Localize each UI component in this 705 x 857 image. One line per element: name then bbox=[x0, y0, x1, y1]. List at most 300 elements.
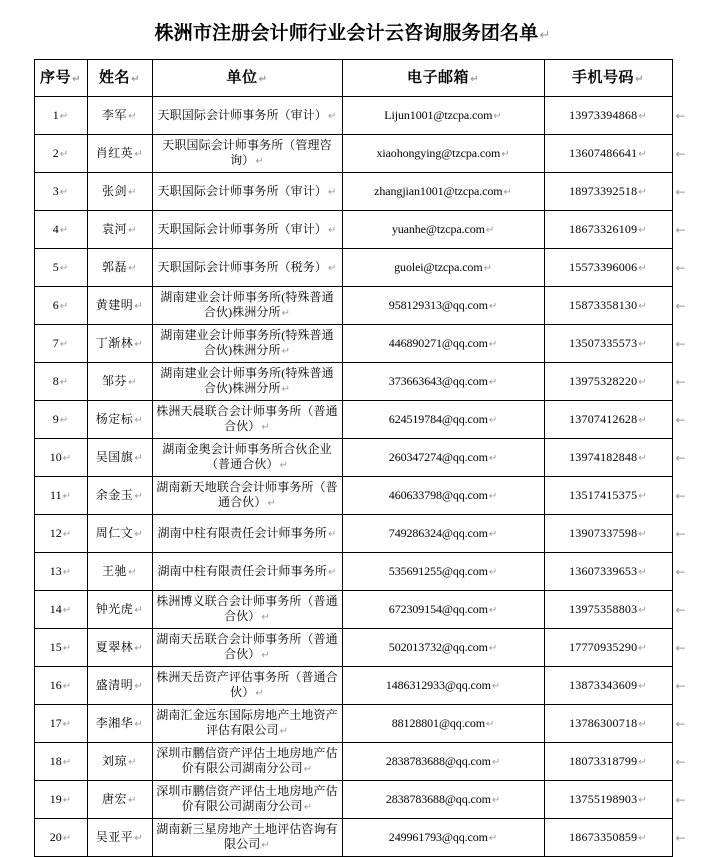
cell-name-text: 盛清明 bbox=[95, 677, 134, 692]
cell-email bbox=[342, 553, 544, 591]
cell-phone bbox=[544, 743, 672, 781]
cell-name-text: 郭磊 bbox=[102, 259, 128, 274]
cell-email bbox=[342, 173, 544, 211]
cell-index-text: 7 bbox=[52, 335, 59, 350]
cell-mark-icon: ↵ bbox=[134, 604, 144, 616]
row-end-mark-icon: ← bbox=[675, 792, 686, 807]
cell-phone bbox=[544, 781, 672, 819]
row-end-mark-icon: ← bbox=[675, 830, 686, 845]
cell-unit bbox=[152, 781, 342, 819]
cell-phone bbox=[544, 705, 672, 743]
row-end-mark-icon: ← bbox=[675, 602, 686, 617]
cell-unit bbox=[152, 249, 342, 287]
cell-index-text: 9 bbox=[52, 411, 59, 426]
cell-email-text: 460633798@qq.com bbox=[388, 487, 488, 502]
cell-unit-text: 湖南金奥会计师事务所合伙企业（普通合伙） bbox=[162, 442, 332, 472]
cell-mark-icon: ↵ bbox=[255, 156, 264, 168]
roster-table bbox=[34, 59, 673, 857]
cell-unit bbox=[152, 515, 342, 553]
table-row bbox=[34, 819, 672, 857]
table-row bbox=[34, 515, 672, 553]
cell-name bbox=[87, 363, 152, 401]
cell-phone bbox=[544, 629, 672, 667]
cell-phone bbox=[544, 249, 672, 287]
cell-email-text: 749286324@qq.com bbox=[388, 525, 488, 540]
cell-mark-icon: ↵ bbox=[267, 498, 276, 510]
cell-name-text: 刘琼 bbox=[102, 753, 128, 768]
cell-index-text: 20 bbox=[49, 829, 62, 844]
cell-name-text: 吴亚平 bbox=[95, 829, 134, 844]
cell-unit bbox=[152, 135, 342, 173]
cell-unit-text: 株洲天晨联合会计师事务所（普通合伙） bbox=[156, 404, 338, 434]
cell-email-text: 672309154@qq.com bbox=[388, 601, 488, 616]
cell-email-text: 535691255@qq.com bbox=[388, 563, 488, 578]
cell-mark-icon: ↵ bbox=[327, 224, 337, 236]
cell-unit bbox=[152, 743, 342, 781]
table-row bbox=[34, 743, 672, 781]
cell-mark-icon: ↵ bbox=[62, 794, 72, 806]
cell-mark-icon: ↵ bbox=[134, 680, 144, 692]
cell-name bbox=[87, 591, 152, 629]
row-end-mark-icon: ← bbox=[675, 716, 686, 731]
cell-email-text: 249961793@qq.com bbox=[388, 829, 488, 844]
cell-email bbox=[342, 135, 544, 173]
cell-phone bbox=[544, 173, 672, 211]
row-end-mark-icon: ← bbox=[675, 146, 686, 161]
cell-phone bbox=[544, 667, 672, 705]
cell-email-text: 446890271@qq.com bbox=[388, 335, 488, 350]
cell-name bbox=[87, 553, 152, 591]
cell-mark-icon: ↵ bbox=[488, 490, 498, 502]
cell-mark-icon: ↵ bbox=[279, 726, 289, 738]
cell-email bbox=[342, 629, 544, 667]
table-row bbox=[34, 363, 672, 401]
cell-mark-icon: ↵ bbox=[327, 186, 337, 198]
cell-mark-icon: ↵ bbox=[59, 262, 69, 274]
cell-mark-icon: ↵ bbox=[488, 376, 498, 388]
cell-mark-icon: ↵ bbox=[62, 832, 72, 844]
cell-unit bbox=[152, 401, 342, 439]
cell-phone bbox=[544, 363, 672, 401]
cell-name-text: 周仁文 bbox=[95, 525, 134, 540]
cell-mark-icon: ↵ bbox=[261, 422, 270, 434]
cell-mark-icon: ↵ bbox=[128, 186, 137, 198]
cell-name-text: 李湘华 bbox=[95, 715, 134, 730]
cell-mark-icon: ↵ bbox=[59, 376, 69, 388]
cell-name bbox=[87, 325, 152, 363]
cell-phone-text: 13975358803 bbox=[569, 601, 638, 616]
column-header-index bbox=[34, 60, 87, 97]
cell-mark-icon: ↵ bbox=[281, 384, 291, 396]
cell-unit-text: 湖南建业会计师事务所(特殊普通合伙)株洲分所 bbox=[160, 366, 334, 396]
table-row bbox=[34, 211, 672, 249]
cell-mark-icon: ↵ bbox=[638, 414, 647, 426]
cell-index-text: 14 bbox=[49, 601, 62, 616]
cell-email-text: xiaohongying@tzcpa.com bbox=[376, 145, 501, 160]
cell-email bbox=[342, 477, 544, 515]
table-row bbox=[34, 781, 672, 819]
cell-mark-icon: ↵ bbox=[638, 300, 647, 312]
cell-mark-icon: ↵ bbox=[59, 338, 69, 350]
cell-unit-text: 湖南建业会计师事务所(特殊普通合伙)株洲分所 bbox=[160, 290, 334, 320]
cell-phone-text: 18673326109 bbox=[569, 221, 638, 236]
cell-mark-icon: ↵ bbox=[638, 794, 647, 806]
cell-mark-icon: ↵ bbox=[134, 452, 144, 464]
cell-index bbox=[34, 287, 87, 325]
cell-index-text: 13 bbox=[49, 563, 62, 578]
cell-email-text: 958129313@qq.com bbox=[388, 297, 488, 312]
cell-name bbox=[87, 629, 152, 667]
cell-mark-icon: ↵ bbox=[59, 148, 69, 160]
table-body bbox=[34, 97, 672, 857]
cell-index-text: 11 bbox=[50, 487, 62, 502]
cell-phone-text: 15873358130 bbox=[569, 297, 638, 312]
cell-mark-icon: ↵ bbox=[261, 612, 270, 624]
cell-mark-icon: ↵ bbox=[134, 718, 144, 730]
table-row bbox=[34, 439, 672, 477]
cell-email-text: 88128801@qq.com bbox=[391, 715, 485, 730]
cell-name bbox=[87, 97, 152, 135]
cell-unit-text: 天职国际会计师事务所（审计） bbox=[157, 183, 327, 198]
cell-email bbox=[342, 819, 544, 857]
cell-email-text: 2838783688@qq.com bbox=[385, 791, 491, 806]
cell-mark-icon: ↵ bbox=[488, 566, 498, 578]
cell-name-text: 唐宏 bbox=[102, 791, 128, 806]
cell-email-text: guolei@tzcpa.com bbox=[394, 259, 483, 274]
cell-mark-icon: ↵ bbox=[488, 604, 498, 616]
cell-phone-text: 18973392518 bbox=[569, 183, 638, 198]
cell-phone-text: 15573396006 bbox=[569, 259, 638, 274]
cell-name-text: 王驰 bbox=[102, 563, 128, 578]
cell-name-text: 肖红英 bbox=[95, 145, 134, 160]
cell-mark-icon: ↵ bbox=[485, 718, 495, 730]
cell-mark-icon: ↵ bbox=[134, 490, 144, 502]
cell-index-text: 5 bbox=[52, 259, 59, 274]
cell-name bbox=[87, 781, 152, 819]
cell-email-text: 1486312933@qq.com bbox=[385, 677, 491, 692]
cell-email-text: 2838783688@qq.com bbox=[385, 753, 491, 768]
cell-mark-icon: ↵ bbox=[488, 414, 498, 426]
cell-mark-icon: ↵ bbox=[638, 186, 647, 198]
cell-index-text: 4 bbox=[52, 221, 59, 236]
cell-index bbox=[34, 211, 87, 249]
cell-mark-icon: ↵ bbox=[638, 148, 647, 160]
cell-unit-text: 株洲博义联合会计师事务所（普通合伙） bbox=[156, 594, 338, 624]
cell-email bbox=[342, 325, 544, 363]
cell-mark-icon: ↵ bbox=[638, 110, 647, 122]
cell-index bbox=[34, 705, 87, 743]
cell-mark-icon: ↵ bbox=[327, 528, 337, 540]
cell-index bbox=[34, 667, 87, 705]
cell-unit-text: 天职国际会计师事务所（审计） bbox=[157, 107, 327, 122]
table-row bbox=[34, 173, 672, 211]
cell-mark-icon: ↵ bbox=[638, 604, 647, 616]
cell-mark-icon: ↵ bbox=[303, 802, 313, 814]
cell-phone bbox=[544, 287, 672, 325]
row-end-mark-icon: ← bbox=[675, 678, 686, 693]
cell-name bbox=[87, 211, 152, 249]
row-end-mark-icon: ← bbox=[675, 374, 686, 389]
cell-email bbox=[342, 439, 544, 477]
cell-name-text: 邹芬 bbox=[102, 373, 128, 388]
cell-index bbox=[34, 97, 87, 135]
cell-index-text: 3 bbox=[52, 183, 59, 198]
cell-mark-icon: ↵ bbox=[638, 452, 647, 464]
table-row bbox=[34, 287, 672, 325]
cell-unit bbox=[152, 439, 342, 477]
cell-unit-text: 湖南中柱有限责任会计师事务所 bbox=[157, 563, 327, 578]
row-end-mark-icon: ← bbox=[675, 336, 686, 351]
cell-mark-icon: ↵ bbox=[638, 718, 647, 730]
cell-unit-text: 株洲天岳资产评估事务所（普通合伙） bbox=[156, 670, 338, 700]
cell-unit-text: 湖南新天地联合会计师事务所（普通合伙） bbox=[156, 480, 338, 510]
cell-mark-icon: ↵ bbox=[62, 680, 72, 692]
cell-mark-icon: ↵ bbox=[128, 756, 137, 768]
column-header-index-label: 序号 bbox=[40, 67, 72, 86]
row-end-mark-icon: ← bbox=[675, 412, 686, 427]
cell-mark-icon: ↵ bbox=[638, 756, 647, 768]
cell-index-text: 8 bbox=[52, 373, 59, 388]
cell-unit bbox=[152, 819, 342, 857]
cell-phone bbox=[544, 553, 672, 591]
cell-mark-icon: ↵ bbox=[128, 794, 137, 806]
cell-mark-icon: ↵ bbox=[59, 186, 69, 198]
cell-phone bbox=[544, 819, 672, 857]
table-row bbox=[34, 135, 672, 173]
cell-phone-text: 13607339653 bbox=[569, 563, 638, 578]
cell-index bbox=[34, 325, 87, 363]
roster-table-container bbox=[34, 59, 686, 857]
cell-unit bbox=[152, 325, 342, 363]
cell-name bbox=[87, 743, 152, 781]
table-row bbox=[34, 477, 672, 515]
cell-phone bbox=[544, 477, 672, 515]
cell-mark-icon: ↵ bbox=[128, 376, 137, 388]
cell-mark-icon: ↵ bbox=[62, 718, 72, 730]
column-header-phone-label: 手机号码 bbox=[572, 67, 635, 86]
cell-index-text: 18 bbox=[49, 753, 62, 768]
cell-name-text: 丁渐林 bbox=[95, 335, 134, 350]
cell-mark-icon: ↵ bbox=[327, 110, 337, 122]
row-end-mark-icon: ← bbox=[675, 564, 686, 579]
cell-email bbox=[342, 97, 544, 135]
table-row bbox=[34, 629, 672, 667]
cell-index-text: 2 bbox=[52, 145, 59, 160]
cell-mark-icon: ↵ bbox=[327, 566, 337, 578]
table-row bbox=[34, 249, 672, 287]
cell-unit bbox=[152, 287, 342, 325]
cell-index-text: 10 bbox=[49, 449, 62, 464]
table-row bbox=[34, 591, 672, 629]
cell-unit-text: 湖南汇金远东国际房地产土地资产评估有限公司 bbox=[156, 708, 338, 738]
cell-index bbox=[34, 743, 87, 781]
cell-phone bbox=[544, 591, 672, 629]
cell-mark-icon: ↵ bbox=[493, 110, 502, 122]
cell-mark-icon: ↵ bbox=[59, 110, 69, 122]
cell-mark-icon: ↵ bbox=[491, 794, 501, 806]
column-header-unit-label: 单位 bbox=[226, 67, 258, 86]
cell-name bbox=[87, 667, 152, 705]
cell-mark-icon: ↵ bbox=[134, 832, 144, 844]
cell-mark-icon: ↵ bbox=[638, 376, 647, 388]
cell-phone-text: 17770935290 bbox=[569, 639, 638, 654]
cell-email bbox=[342, 401, 544, 439]
cell-index bbox=[34, 249, 87, 287]
cell-phone-text: 18673350859 bbox=[569, 829, 638, 844]
cell-mark-icon: ↵ bbox=[62, 642, 72, 654]
cell-phone bbox=[544, 325, 672, 363]
cell-mark-icon: ↵ bbox=[483, 262, 492, 274]
cell-mark-icon: ↵ bbox=[128, 566, 137, 578]
cell-unit bbox=[152, 667, 342, 705]
cell-mark-icon: ↵ bbox=[261, 650, 270, 662]
cell-mark-icon: ↵ bbox=[134, 338, 144, 350]
cell-mark-icon: ↵ bbox=[327, 262, 337, 274]
cell-email-text: 260347274@qq.com bbox=[388, 449, 488, 464]
cell-email bbox=[342, 781, 544, 819]
cell-unit bbox=[152, 705, 342, 743]
cell-mark-icon: ↵ bbox=[59, 224, 69, 236]
table-header bbox=[34, 60, 672, 97]
cell-mark-icon: ↵ bbox=[59, 300, 69, 312]
cell-mark-icon: ↵ bbox=[134, 642, 144, 654]
cell-name bbox=[87, 401, 152, 439]
paragraph-mark-icon: ↵ bbox=[539, 27, 551, 43]
cell-mark-icon: ↵ bbox=[134, 414, 144, 426]
cell-mark-icon: ↵ bbox=[638, 338, 647, 350]
cell-unit-text: 深圳市鹏信资产评估土地房地产估价有限公司湖南分公司 bbox=[156, 746, 338, 776]
cell-email bbox=[342, 667, 544, 705]
cell-phone-text: 13786300718 bbox=[569, 715, 638, 730]
cell-phone-text: 13975328220 bbox=[569, 373, 638, 388]
cell-email bbox=[342, 743, 544, 781]
cell-index bbox=[34, 401, 87, 439]
cell-mark-icon: ↵ bbox=[491, 756, 501, 768]
cell-name bbox=[87, 477, 152, 515]
cell-index bbox=[34, 781, 87, 819]
cell-email-text: zhangjian1001@tzcpa.com bbox=[374, 183, 503, 198]
cell-mark-icon: ↵ bbox=[491, 680, 501, 692]
cell-phone bbox=[544, 439, 672, 477]
cell-unit-text: 湖南天岳联合会计师事务所（普通合伙） bbox=[156, 632, 338, 662]
cell-unit bbox=[152, 477, 342, 515]
page-title-text: 株洲市注册会计师行业会计云咨询服务团名单 bbox=[154, 21, 539, 44]
row-end-mark-icon: ← bbox=[675, 222, 686, 237]
table-row bbox=[34, 401, 672, 439]
table-row bbox=[34, 97, 672, 135]
cell-phone-text: 13507335573 bbox=[569, 335, 638, 350]
column-header-name-label: 姓名 bbox=[99, 67, 131, 86]
cell-name-text: 黄建明 bbox=[95, 297, 134, 312]
cell-unit bbox=[152, 211, 342, 249]
cell-mark-icon: ↵ bbox=[638, 680, 647, 692]
cell-mark-icon: ↵ bbox=[72, 73, 81, 85]
cell-mark-icon: ↵ bbox=[635, 73, 644, 85]
column-header-phone bbox=[544, 60, 672, 97]
cell-unit-text: 天职国际会计师事务所（管理咨询） bbox=[162, 138, 332, 168]
cell-phone bbox=[544, 211, 672, 249]
column-header-name bbox=[87, 60, 152, 97]
cell-index-text: 12 bbox=[49, 525, 62, 540]
row-end-mark-icon: ← bbox=[675, 108, 686, 123]
table-row bbox=[34, 705, 672, 743]
table-row bbox=[34, 325, 672, 363]
row-end-mark-icon: ← bbox=[675, 526, 686, 541]
cell-mark-icon: ↵ bbox=[62, 452, 72, 464]
row-end-mark-icon: ← bbox=[675, 488, 686, 503]
cell-phone-text: 18073318799 bbox=[569, 753, 638, 768]
cell-index bbox=[34, 553, 87, 591]
cell-name-text: 钟光虎 bbox=[95, 601, 134, 616]
page-title bbox=[0, 13, 705, 47]
column-header-email bbox=[342, 60, 544, 97]
cell-mark-icon: ↵ bbox=[281, 346, 291, 358]
cell-mark-icon: ↵ bbox=[131, 73, 140, 85]
cell-name-text: 李军 bbox=[102, 107, 128, 122]
cell-index-text: 15 bbox=[49, 639, 62, 654]
cell-unit-text: 深圳市鹏信资产评估土地房地产估价有限公司湖南分公司 bbox=[156, 784, 338, 814]
cell-mark-icon: ↵ bbox=[638, 224, 647, 236]
cell-phone-text: 13755198903 bbox=[569, 791, 638, 806]
cell-mark-icon: ↵ bbox=[638, 832, 647, 844]
cell-unit bbox=[152, 553, 342, 591]
cell-email bbox=[342, 249, 544, 287]
cell-unit-text: 湖南新三星房地产土地评估咨询有限公司 bbox=[156, 822, 338, 852]
cell-mark-icon: ↵ bbox=[488, 452, 498, 464]
cell-mark-icon: ↵ bbox=[281, 308, 291, 320]
cell-mark-icon: ↵ bbox=[134, 528, 144, 540]
cell-email-text: 624519784@qq.com bbox=[388, 411, 488, 426]
cell-mark-icon: ↵ bbox=[488, 832, 498, 844]
cell-mark-icon: ↵ bbox=[638, 566, 647, 578]
cell-index-text: 19 bbox=[49, 791, 62, 806]
cell-name bbox=[87, 515, 152, 553]
cell-email-text: Lijun1001@tzcpa.com bbox=[384, 107, 493, 122]
cell-email-text: 373663643@qq.com bbox=[388, 373, 488, 388]
cell-index bbox=[34, 477, 87, 515]
cell-mark-icon: ↵ bbox=[638, 642, 647, 654]
cell-mark-icon: ↵ bbox=[128, 224, 137, 236]
cell-phone bbox=[544, 135, 672, 173]
row-end-mark-icon: ← bbox=[675, 450, 686, 465]
cell-name-text: 袁河 bbox=[102, 221, 128, 236]
cell-index-text: 16 bbox=[49, 677, 62, 692]
cell-name bbox=[87, 249, 152, 287]
cell-mark-icon: ↵ bbox=[62, 604, 72, 616]
cell-email bbox=[342, 211, 544, 249]
cell-name bbox=[87, 439, 152, 477]
cell-phone bbox=[544, 515, 672, 553]
cell-index bbox=[34, 819, 87, 857]
cell-mark-icon: ↵ bbox=[62, 528, 72, 540]
cell-unit bbox=[152, 97, 342, 135]
cell-index bbox=[34, 135, 87, 173]
cell-name-text: 杨定标 bbox=[95, 411, 134, 426]
cell-email bbox=[342, 515, 544, 553]
cell-mark-icon: ↵ bbox=[62, 566, 72, 578]
cell-phone bbox=[544, 401, 672, 439]
cell-phone-text: 13607486641 bbox=[569, 145, 638, 160]
cell-index-text: 6 bbox=[52, 297, 59, 312]
cell-index bbox=[34, 591, 87, 629]
table-row bbox=[34, 667, 672, 705]
cell-mark-icon: ↵ bbox=[303, 764, 313, 776]
row-end-mark-icon: ← bbox=[675, 754, 686, 769]
cell-mark-icon: ↵ bbox=[279, 460, 289, 472]
cell-index bbox=[34, 629, 87, 667]
cell-name-text: 余金玉 bbox=[95, 487, 134, 502]
cell-unit-text: 天职国际会计师事务所（审计） bbox=[157, 221, 327, 236]
